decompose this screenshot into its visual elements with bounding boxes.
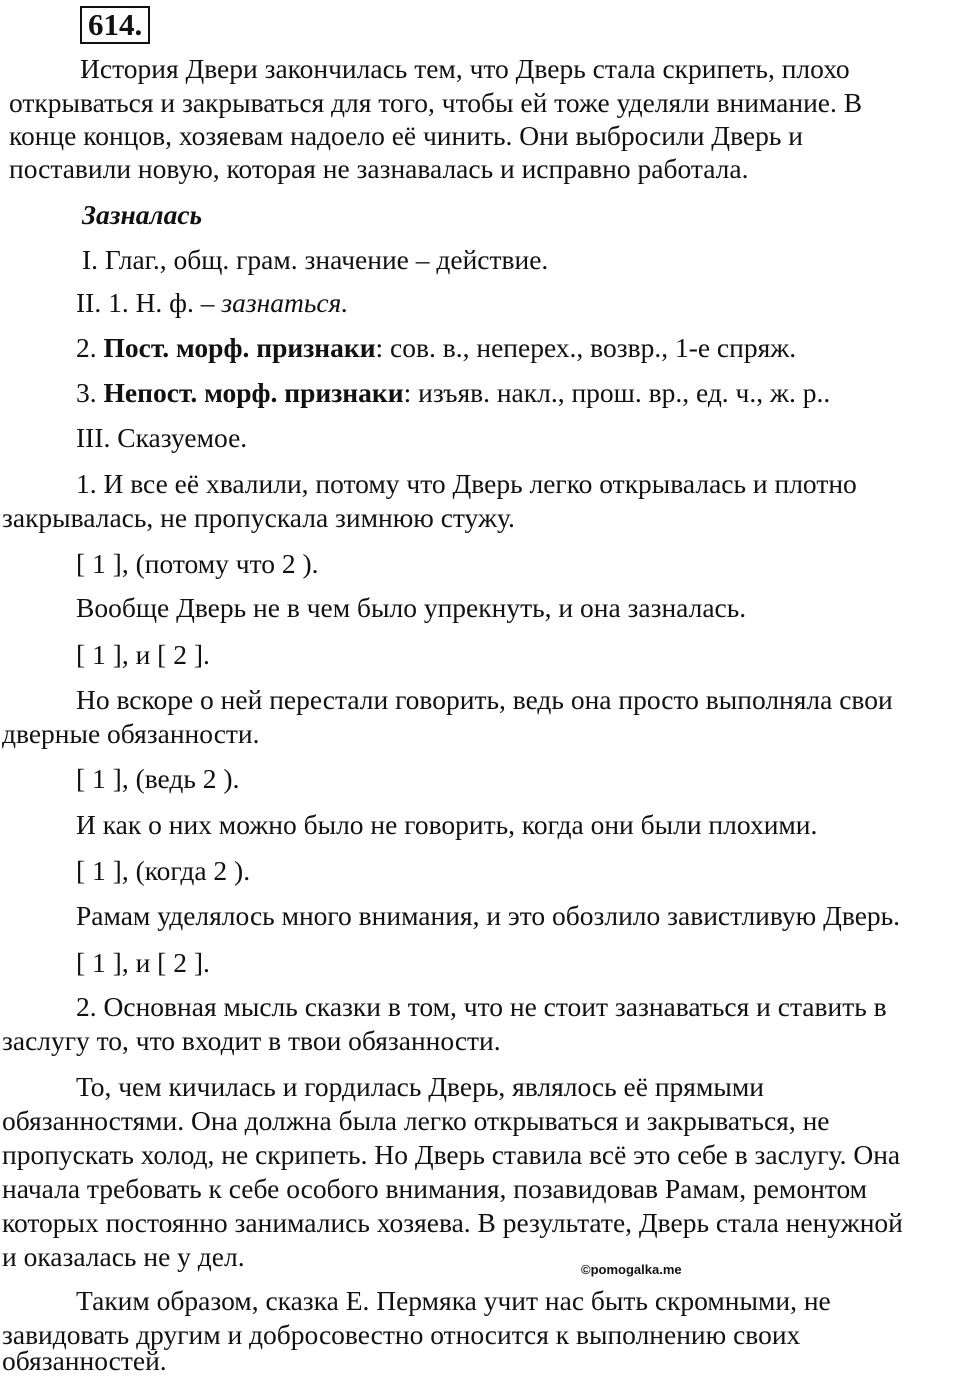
sentence-line: Вообще Дверь не в чем было упрекнуть, и она зазналась. xyxy=(76,592,747,623)
paragraph-line: пропускать холод, не скрипеть. Но Дверь ставила всё это себе в заслугу. Она xyxy=(2,1139,901,1170)
variable-features-label: Непост. морф. признаки xyxy=(103,377,404,408)
sentence-scheme: [ 1 ], (когда 2 ). xyxy=(76,855,251,886)
variable-features-value: : изъяв. накл., прош. вр., ед. ч., ж. р.. xyxy=(403,377,831,408)
sentence-scheme: [ 1 ], и [ 2 ]. xyxy=(76,947,210,978)
conclusion-line: обязанностей. xyxy=(2,1345,167,1376)
variable-features xyxy=(76,376,830,410)
analysis-part-1: I. Глаг., общ. грам. значение – действие. xyxy=(82,244,549,275)
sentence-line: Но вскоре о ней перестали говорить, ведь она просто выполняла свои xyxy=(76,684,893,715)
constant-features-label: Пост. морф. признаки xyxy=(103,332,376,363)
sentence-scheme: [ 1 ], (ведь 2 ). xyxy=(76,763,240,794)
intro-line: История Двери закончилась тем, что Дверь стала скрипеть, плохо xyxy=(80,53,850,84)
main-idea-line: 2. Основная мысль сказки в том, что не стоит зазнаваться и ставить в xyxy=(76,991,887,1022)
intro-line: поставили новую, которая не зазнавалась и исправно работала. xyxy=(9,153,749,184)
sentence-line: 1. И все её хвалили, потому что Дверь легко открывалась и плотно xyxy=(76,468,857,499)
constant-features-value: : сов. в., неперех., возвр., 1-е спряж. xyxy=(375,332,797,363)
sentence-scheme: [ 1 ], (потому что 2 ). xyxy=(76,548,319,579)
initial-form: зазнаться. xyxy=(221,287,349,318)
sentence-line: дверные обязанности. xyxy=(2,718,260,749)
sentence-scheme: [ 1 ], и [ 2 ]. xyxy=(76,639,210,670)
paragraph-line: которых постоянно занимались хозяева. В результате, Дверь стала ненужной xyxy=(2,1207,903,1238)
analysis-part-3: III. Сказуемое. xyxy=(76,422,248,453)
paragraph-line: То, чем кичилась и гордилась Дверь, являлось её прямыми xyxy=(76,1071,764,1102)
paragraph-line: и оказалась не у дел. xyxy=(2,1241,245,1272)
constant-features xyxy=(76,331,796,365)
main-idea-line: заслугу то, что входит в твои обязанности. xyxy=(2,1025,501,1056)
watermark: ©pomogalka.me xyxy=(581,1262,682,1277)
analysis-word: Зазналась xyxy=(82,199,203,230)
sentence-line: Рамам уделялось много внимания, и это обозлило завистливую Дверь. xyxy=(76,900,901,931)
conclusion-line: Таким образом, сказка Е. Пермяка учит нас быть скромными, не xyxy=(76,1285,831,1316)
variable-features-prefix: 3. xyxy=(76,377,104,408)
intro-line: конце концов, хозяевам надоело её чинить. Они выбросили Дверь и xyxy=(9,120,803,151)
intro-line: открываться и закрываться для того, чтобы ей тоже уделяли внимание. В xyxy=(9,87,863,118)
constant-features-prefix: 2. xyxy=(76,332,104,363)
sentence-line: И как о них можно было не говорить, когда они были плохими. xyxy=(76,809,818,840)
conclusion-line: завидовать другим и добросовестно относится к выполнению своих xyxy=(2,1319,801,1350)
paragraph-line: обязанностями. Она должна была легко открываться и закрываться, не xyxy=(2,1105,830,1136)
analysis-part-2-prefix: II. 1. Н. ф. – xyxy=(76,287,222,318)
sentence-line: закрывалась, не пропускала зимнюю стужу. xyxy=(2,502,515,533)
analysis-part-2 xyxy=(76,286,348,320)
exercise-number: 614. xyxy=(80,6,150,44)
paragraph-line: начала требовать к себе особого внимания, позавидовав Рамам, ремонтом xyxy=(2,1173,868,1204)
